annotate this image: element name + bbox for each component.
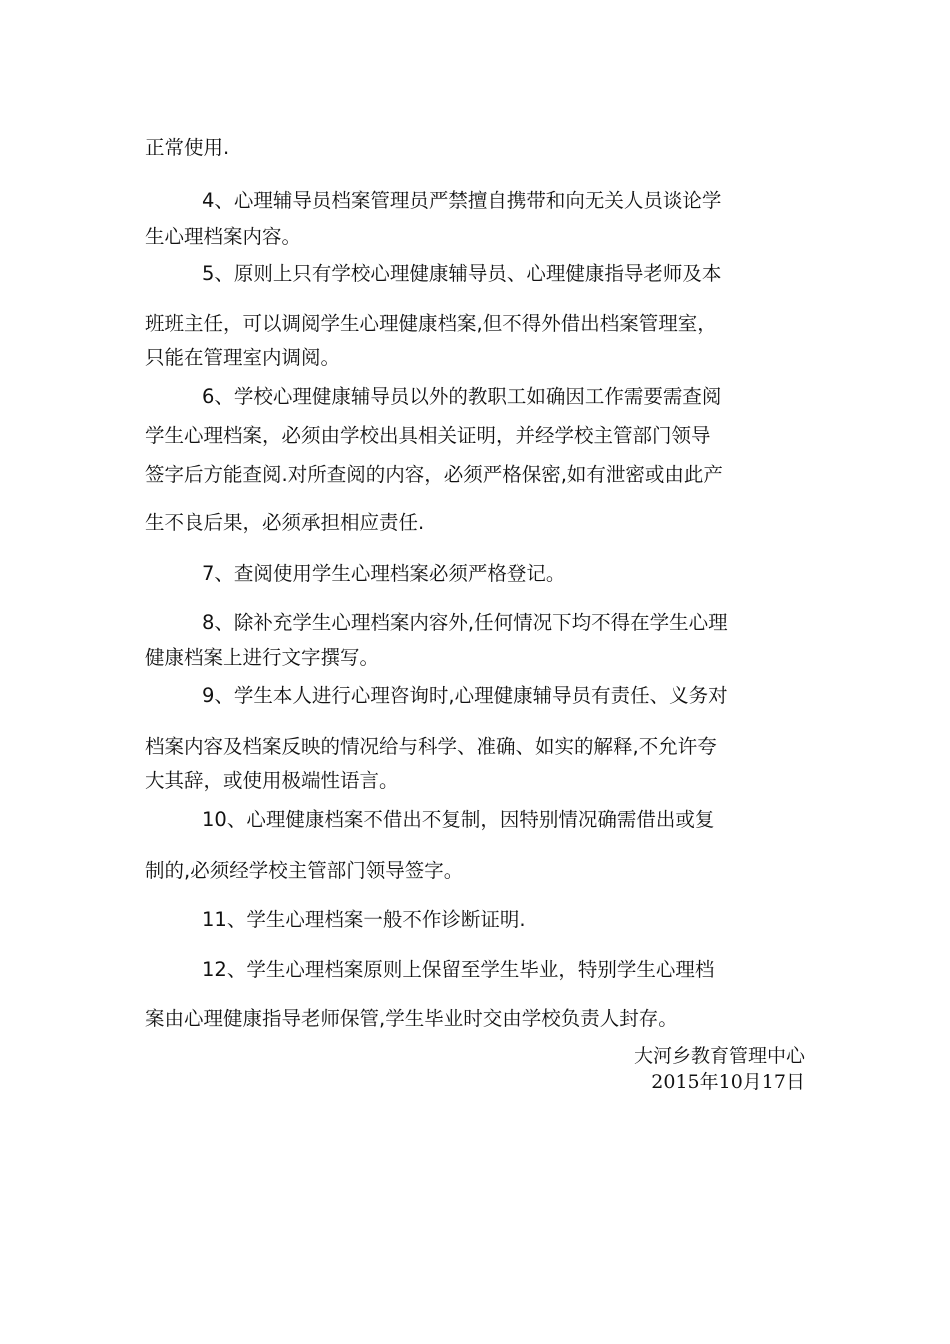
- paragraph-10-line-2: 制的,必须经学校主管部门领导签字。: [145, 859, 464, 882]
- paragraph-10-line-1: 10、心理健康档案不借出不复制，因特别情况确需借出或复: [202, 808, 715, 831]
- paragraph-12-line-1: 12、学生心理档案原则上保留至学生毕业，特别学生心理档: [202, 958, 715, 981]
- paragraph-6-line-2: 学生心理档案，必须由学校出具相关证明，并经学校主管部门领导: [145, 424, 711, 447]
- signature-date: 2015年10月17日: [651, 1071, 805, 1093]
- paragraph-9-line-1: 9、学生本人进行心理咨询时,心理健康辅导员有责任、义务对: [202, 684, 728, 707]
- paragraph-5-line-3: 只能在管理室内调阅。: [145, 346, 341, 369]
- paragraph-6-line-4: 生不良后果，必须承担相应责任.: [145, 511, 425, 534]
- paragraph-5-line-1: 5、原则上只有学校心理健康辅导员、心理健康指导老师及本: [202, 262, 722, 285]
- paragraph-12-line-2: 案由心理健康指导老师保管,学生毕业时交由学校负责人封存。: [145, 1007, 678, 1030]
- paragraph-3-line-1: 正常使用.: [145, 136, 230, 159]
- paragraph-7-line-1: 7、查阅使用学生心理档案必须严格登记。: [202, 562, 566, 585]
- signature-organization: 大河乡教育管理中心: [633, 1045, 805, 1067]
- paragraph-4-line-2: 生心理档案内容。: [145, 225, 302, 248]
- paragraph-4-line-1: 4、心理辅导员档案管理员严禁擅自携带和向无关人员谈论学: [202, 189, 722, 212]
- paragraph-8-line-2: 健康档案上进行文字撰写。: [145, 646, 380, 669]
- paragraph-9-line-3: 大其辞，或使用极端性语言。: [145, 769, 399, 792]
- paragraph-6-line-3: 签字后方能查阅.对所查阅的内容，必须严格保密,如有泄密或由此产: [145, 463, 723, 486]
- paragraph-9-line-2: 档案内容及档案反映的情况给与科学、准确、如实的解释,不允许夸: [145, 735, 717, 758]
- paragraph-6-line-1: 6、学校心理健康辅导员以外的教职工如确因工作需要需查阅: [202, 385, 722, 408]
- paragraph-5-line-2: 班班主任，可以调阅学生心理健康档案,但不得外借出档案管理室，: [145, 312, 717, 335]
- paragraph-8-line-1: 8、除补充学生心理档案内容外,任何情况下均不得在学生心理: [202, 611, 728, 634]
- paragraph-11-line-1: 11、学生心理档案一般不作诊断证明.: [202, 908, 526, 931]
